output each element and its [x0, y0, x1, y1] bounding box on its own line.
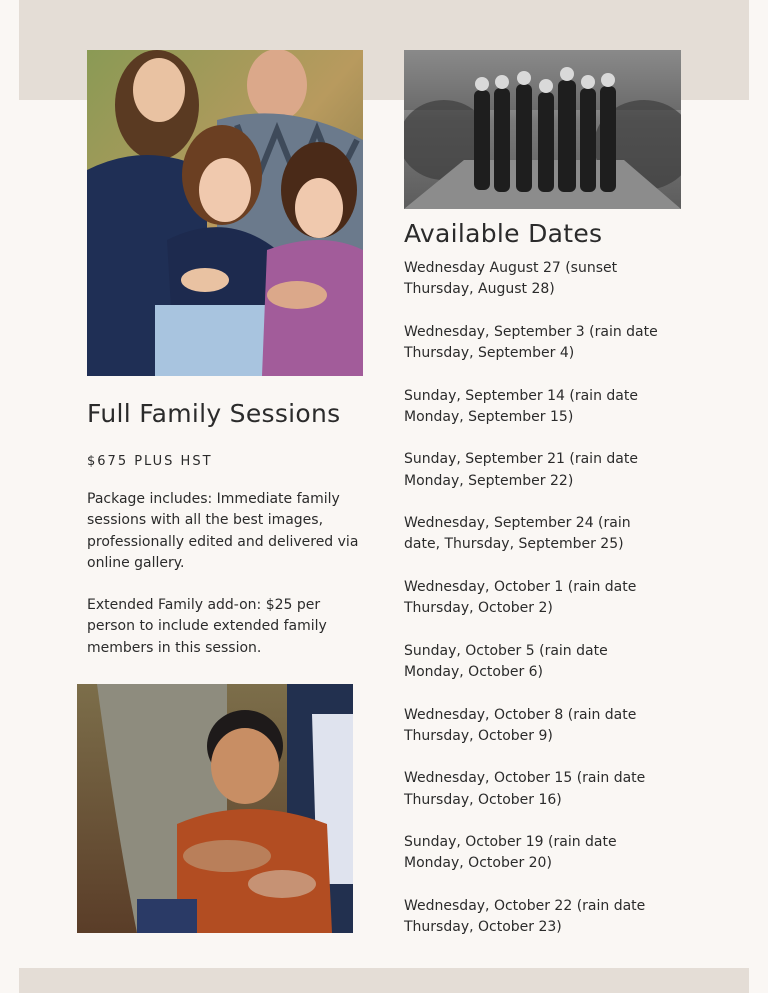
- list-item: Wednesday, October 15 (rain date Thursday, October 16): [404, 770, 646, 808]
- list-item: Wednesday, September 24 (rain date, Thursday, September 25): [404, 515, 631, 553]
- package-description: Package includes: Immediate family sessions with all the best images, professionally edited and delivered via online gallery.: [87, 491, 359, 571]
- list-item: Wednesday, October 8 (rain date Thursday, October 9): [404, 706, 637, 744]
- list-item: Sunday, October 19 (rain date Monday, October 20): [404, 834, 617, 872]
- list-item: Sunday, September 21 (rain date Monday, September 22): [404, 451, 638, 489]
- boy-photo: [77, 684, 353, 933]
- list-item: Wednesday August 27 (sunset Thursday, August 28): [404, 260, 618, 298]
- list-item: Wednesday, September 3 (rain date Thursday, September 4): [404, 323, 658, 362]
- extended-family-addon: Extended Family add-on: $25 per person to include extended family members in this session.: [87, 597, 327, 656]
- list-item: Sunday, September 14 (rain date Monday, September 15): [404, 387, 638, 425]
- family-photo: [87, 50, 363, 376]
- session-price: $675 PLUS HST: [87, 454, 213, 469]
- available-dates-list: [404, 258, 694, 960]
- session-title: Full Family Sessions: [87, 399, 341, 428]
- list-item: Sunday, October 5 (rain date Monday, October 6): [404, 642, 608, 681]
- available-dates-heading: Available Dates: [404, 219, 603, 248]
- bottom-decorative-band: [19, 968, 749, 993]
- extended-family-photo: [404, 50, 681, 209]
- list-item: Wednesday, October 1 (rain date Thursday, October 2): [404, 578, 637, 617]
- list-item: Wednesday, October 22 (rain date Thursday, October 23): [404, 897, 646, 936]
